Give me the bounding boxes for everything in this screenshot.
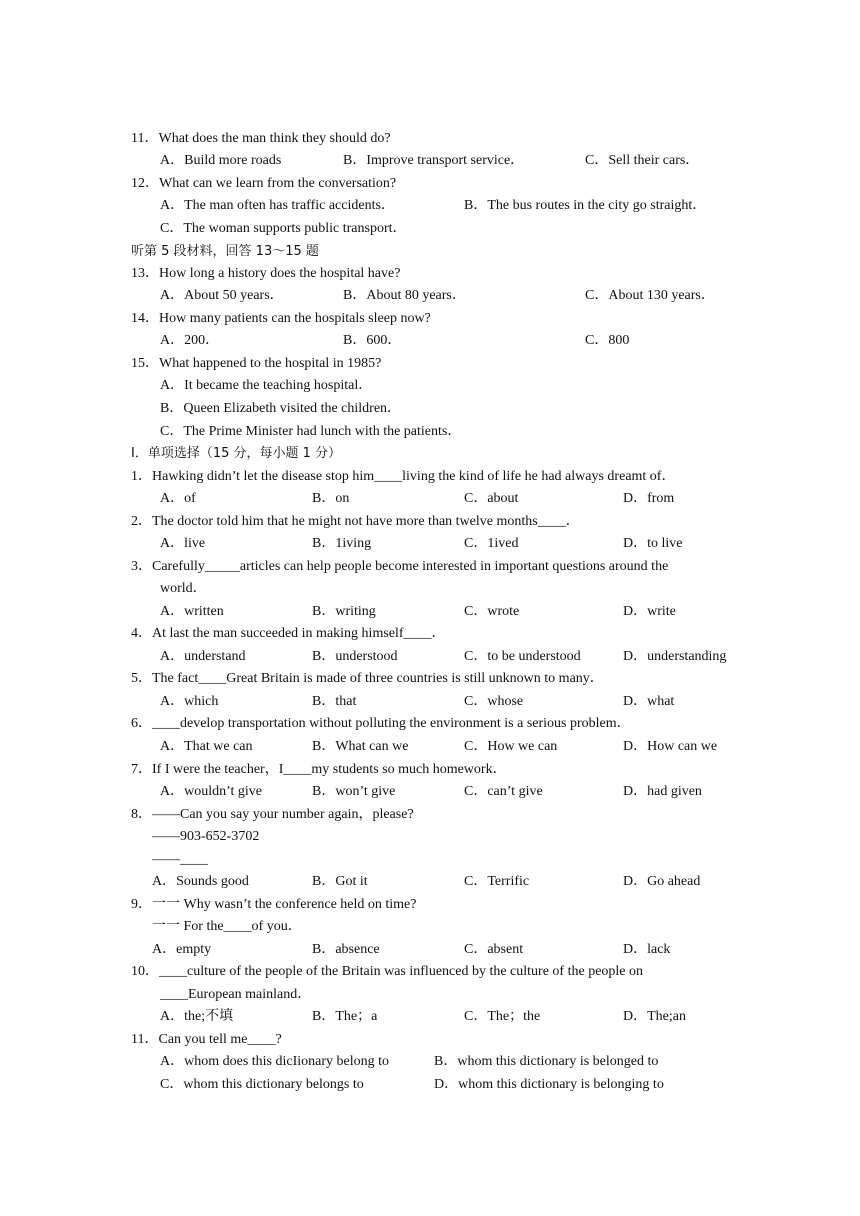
- listening-q12-option-a: A．The man often has traffic accidents．: [160, 198, 395, 213]
- grammar-q3-option-c: C．wrote: [464, 604, 520, 619]
- grammar-q4-option-c: C．to be understood: [464, 649, 581, 664]
- grammar-q1-option-d: D．from: [623, 491, 675, 506]
- grammar-q10-stem-line-1: 10．____culture of the people of the Britain was influenced by the culture of the people on: [131, 964, 644, 979]
- listening-q13-stem: 13．How long a history does the hospital have?: [131, 266, 401, 281]
- listening-section-note: 听第 5 段材料，回答 13～15 题: [131, 244, 319, 259]
- grammar-q4-option-d: D．understanding: [623, 649, 727, 664]
- grammar-q5-option-d: D．what: [623, 694, 675, 709]
- grammar-q4-option-a: A．understand: [160, 649, 246, 664]
- grammar-q2-option-a: A．live: [160, 536, 206, 551]
- grammar-q8-stem-line-3: ——____: [152, 852, 208, 867]
- grammar-q6-option-b: B．What can we: [312, 739, 409, 754]
- grammar-q4-stem-line-1: 4．At last the man succeeded in making himself____．: [131, 626, 446, 641]
- listening-q14-option-b: B．600．: [343, 333, 402, 348]
- grammar-q6-option-d: D．How can we: [623, 739, 718, 754]
- grammar-q11-option-a: A．whom does this dicIionary belong to: [160, 1054, 390, 1069]
- grammar-q9-option-a: A．empty: [152, 942, 212, 957]
- grammar-q10-stem-line-2: ____European mainland．: [160, 987, 312, 1002]
- grammar-q8-option-d: D．Go ahead: [623, 874, 701, 889]
- grammar-q7-option-c: C．can’t give: [464, 784, 543, 799]
- grammar-q3-option-d: D．write: [623, 604, 676, 619]
- grammar-q3-stem-line-2: world．: [160, 581, 207, 596]
- grammar-q8-stem-line-1: 8．——Can you say your number again，please?: [131, 807, 414, 822]
- listening-q13-option-a: A．About 50 years．: [160, 288, 284, 303]
- grammar-q11-option-d: D．whom this dictionary is belonging to: [434, 1077, 664, 1092]
- grammar-q1-option-b: B．on: [312, 491, 350, 506]
- grammar-q8-option-c: C．Terrific: [464, 874, 530, 889]
- grammar-q2-stem-line-1: 2．The doctor told him that he might not have more than twelve months____．: [131, 514, 580, 529]
- grammar-q5-stem-line-1: 5．The fact____Great Britain is made of three countries is still unknown to many．: [131, 671, 604, 686]
- grammar-q10-option-b: B．The；a: [312, 1009, 378, 1024]
- listening-q11-stem: 11．What does the man think they should do?: [131, 131, 391, 146]
- listening-q15-stem: 15．What happened to the hospital in 1985?: [131, 356, 382, 371]
- grammar-q5-option-a: A．which: [160, 694, 219, 709]
- grammar-q9-option-d: D．lack: [623, 942, 671, 957]
- listening-q14-option-a: A．200．: [160, 333, 220, 348]
- listening-q12-option-c: C．The woman supports public transport．: [160, 221, 407, 236]
- grammar-q6-stem-line-1: 6．____develop transportation without polluting the environment is a serious problem．: [131, 716, 631, 731]
- listening-q11-option-c: C．Sell their cars．: [585, 153, 700, 168]
- grammar-q1-option-c: C．about: [464, 491, 519, 506]
- listening-q13-option-b: B．About 80 years．: [343, 288, 466, 303]
- listening-q15-option-b: B．Queen Elizabeth visited the children．: [160, 401, 402, 416]
- grammar-q8-stem-line-2: ——903-652-3702: [152, 829, 260, 844]
- grammar-q6-option-a: A．That we can: [160, 739, 253, 754]
- grammar-q3-option-b: B．writing: [312, 604, 376, 619]
- listening-q15-option-a: A．It became the teaching hospital．: [160, 378, 373, 393]
- listening-q12-stem: 12．What can we learn from the conversation?: [131, 176, 397, 191]
- grammar-q4-option-b: B．understood: [312, 649, 398, 664]
- grammar-q7-stem-line-1: 7．If I were the teacher，I____my students so much homework．: [131, 762, 507, 777]
- grammar-q3-stem-line-1: 3．Carefully_____articles can help people become interested in important questions around the: [131, 559, 669, 574]
- grammar-q9-option-c: C．absent: [464, 942, 524, 957]
- listening-q14-option-c: C．800: [585, 333, 630, 348]
- listening-q11-option-b: B．Improve transport service．: [343, 153, 525, 168]
- grammar-q11-option-b: B．whom this dictionary is belonged to: [434, 1054, 659, 1069]
- grammar-q10-option-a: A．the;不填: [160, 1009, 234, 1024]
- grammar-q5-option-c: C．whose: [464, 694, 524, 709]
- grammar-q8-option-b: B．Got it: [312, 874, 368, 889]
- grammar-q9-stem-line-2: 一一 For the____of you．: [152, 919, 302, 934]
- listening-q11-option-a: A．Build more roads: [160, 153, 282, 168]
- grammar-q1-option-a: A．of: [160, 491, 196, 506]
- grammar-q1-stem-line-1: 1．Hawking didn’t let the disease stop him____living the kind of life he had always dreamt of．: [131, 469, 676, 484]
- grammar-q10-option-d: D．The;an: [623, 1009, 686, 1024]
- grammar-q2-option-c: C．1ived: [464, 536, 519, 551]
- grammar-q11-option-c: C．whom this dictionary belongs to: [160, 1077, 364, 1092]
- grammar-q2-option-d: D．to live: [623, 536, 683, 551]
- grammar-q6-option-c: C．How we can: [464, 739, 558, 754]
- grammar-q7-option-a: A．wouldn’t give: [160, 784, 263, 799]
- grammar-q8-option-a: A．Sounds good: [152, 874, 249, 889]
- grammar-q9-option-b: B．absence: [312, 942, 380, 957]
- section-title-single-choice: I．单项选择（15 分，每小题 1 分）: [131, 446, 342, 461]
- grammar-q7-option-d: D．had given: [623, 784, 702, 799]
- listening-q15-option-c: C．The Prime Minister had lunch with the patients．: [160, 424, 462, 439]
- grammar-q11-stem-line-1: 11．Can you tell me____?: [131, 1032, 282, 1047]
- grammar-q7-option-b: B．won’t give: [312, 784, 396, 799]
- grammar-q5-option-b: B．that: [312, 694, 357, 709]
- grammar-q9-stem-line-1: 9．一一 Why wasn’t the conference held on time?: [131, 897, 417, 912]
- listening-q14-stem: 14．How many patients can the hospitals sleep now?: [131, 311, 431, 326]
- grammar-q2-option-b: B．1iving: [312, 536, 372, 551]
- listening-q12-option-b: B．The bus routes in the city go straight．: [464, 198, 707, 213]
- listening-q13-option-c: C．About 130 years．: [585, 288, 715, 303]
- grammar-q3-option-a: A．written: [160, 604, 224, 619]
- grammar-q10-option-c: C．The；the: [464, 1009, 541, 1024]
